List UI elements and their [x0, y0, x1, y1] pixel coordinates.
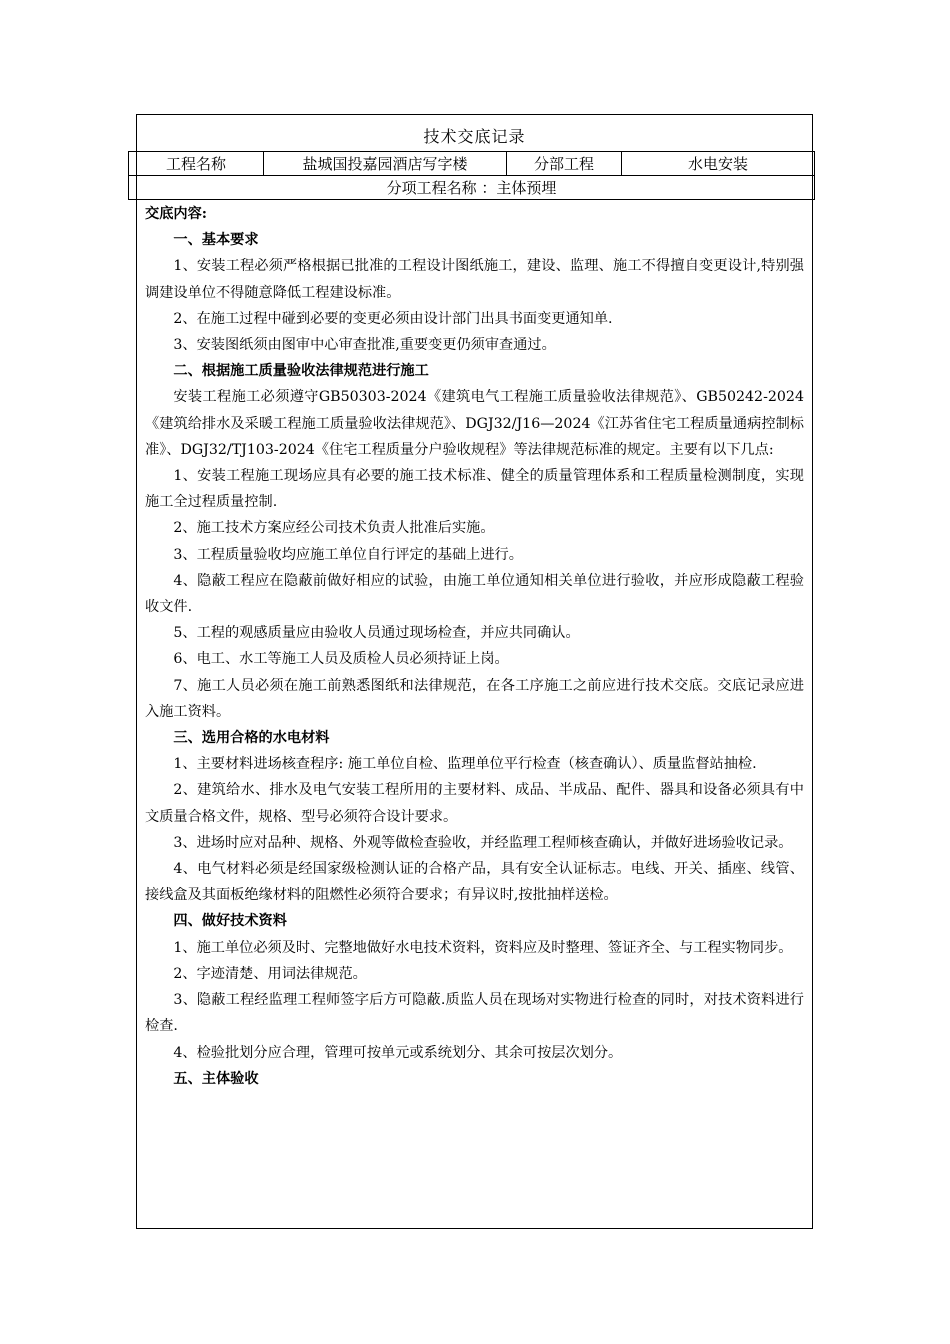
section-paragraph: 3、进场时应对品种、规格、外观等做检查验收，并经监理工程师核查确认，并做好进场验收记录。	[173, 834, 793, 851]
project-info-table	[128, 151, 815, 200]
section-heading: 三、选用合格的水电材料	[173, 730, 330, 747]
technical-briefing-form	[136, 114, 813, 1229]
section-heading: 五、主体验收	[173, 1070, 259, 1087]
project-name-label: 工程名称	[129, 152, 264, 176]
section-paragraph: 1、施工单位必须及时、完整地做好水电技术资料，资料应及时整理、签证齐全、与工程实物同步。	[173, 939, 793, 956]
subitem-cell	[129, 176, 815, 200]
project-info-row	[129, 152, 815, 176]
form-title: 技术交底记录	[137, 115, 812, 152]
section-paragraph: 1、安装工程必须严格根据已批准的工程设计图纸施工，建设、监理、施工不得擅自变更设计,特别强调建设单位不得随意降低工程建设标准。	[145, 258, 804, 301]
section-paragraph: 4、电气材料必须是经国家级检测认证的合格产品，具有安全认证标志。电线、开关、插座、线管、接线盒及其面板绝缘材料的阻燃性必须符合要求；有异议时,按批抽样送检。	[145, 861, 804, 904]
project-name-value: 盐城国投嘉园酒店写字楼	[264, 152, 507, 176]
content-label: 交底内容:	[145, 206, 207, 222]
section-paragraph: 5、工程的观感质量应由验收人员通过现场检查，并应共同确认。	[173, 625, 580, 642]
section-paragraph: 3、工程质量验收均应施工单位自行评定的基础上进行。	[173, 546, 523, 563]
section-paragraph: 2、在施工过程中碰到必要的变更必须由设计部门出具书面变更通知单.	[173, 310, 613, 327]
section-heading: 二、根据施工质量验收法律规范进行施工	[173, 363, 429, 380]
section-paragraph: 6、电工、水工等施工人员及质检人员必须持证上岗。	[173, 651, 509, 668]
section-paragraph: 2、建筑给水、排水及电气安装工程所用的主要材料、成品、半成品、配件、器具和设备必须具有中文质量合格文件，规格、型号必须符合设计要求。	[145, 782, 804, 825]
section-paragraph: 3、隐蔽工程经监理工程师签字后方可隐蔽.质监人员在现场对实物进行检查的同时，对技术资料进行检查.	[145, 992, 804, 1035]
section-paragraph: 2、字迹清楚、用词法律规范。	[173, 965, 367, 982]
subitem-value: 主体预埋	[496, 178, 557, 197]
subitem-row	[129, 176, 815, 200]
briefing-content	[137, 201, 812, 1092]
section-paragraph: 安装工程施工必须遵守GB50303-2024《建筑电气工程施工质量验收法律规范》、GB50242-2024《建筑给排水及采暖工程施工质量验收法律规范》、DGJ32/J16—2024《江苏省住宅工程质量通病控制标准》、DGJ32/TJ103-2024《住宅工程质量分户验收规程》等法律规范标准的规定。主要有以下几点:	[145, 389, 804, 458]
subitem-label: 分项工程名称 ：	[386, 178, 497, 197]
section-paragraph: 7、施工人员必须在施工前熟悉图纸和法律规范，在各工序施工之前应进行技术交底。交底记录应进入施工资料。	[145, 677, 804, 720]
sections-container	[145, 227, 804, 1092]
section-paragraph: 3、安装图纸须由图审中心审查批准,重要变更仍须审查通过。	[173, 337, 556, 354]
section-paragraph: 1、主要材料进场核查程序: 施工单位自检、监理单位平行检查（核查确认）、质量监督站抽检.	[173, 756, 757, 773]
section-paragraph: 2、施工技术方案应经公司技术负责人批准后实施。	[173, 520, 495, 537]
division-value: 水电安装	[622, 152, 815, 176]
section-heading: 四、做好技术资料	[173, 913, 287, 930]
section-paragraph: 1、安装工程施工现场应具有必要的施工技术标准、健全的质量管理体系和工程质量检测制度，实现施工全过程质量控制.	[145, 468, 804, 511]
division-label: 分部工程	[507, 152, 622, 176]
section-paragraph: 4、检验批划分应合理，管理可按单元或系统划分、其余可按层次划分。	[173, 1044, 623, 1061]
section-paragraph: 4、隐蔽工程应在隐蔽前做好相应的试验，由施工单位通知相关单位进行验收，并应形成隐蔽工程验收文件.	[145, 572, 804, 616]
section-heading: 一、基本要求	[173, 232, 259, 249]
